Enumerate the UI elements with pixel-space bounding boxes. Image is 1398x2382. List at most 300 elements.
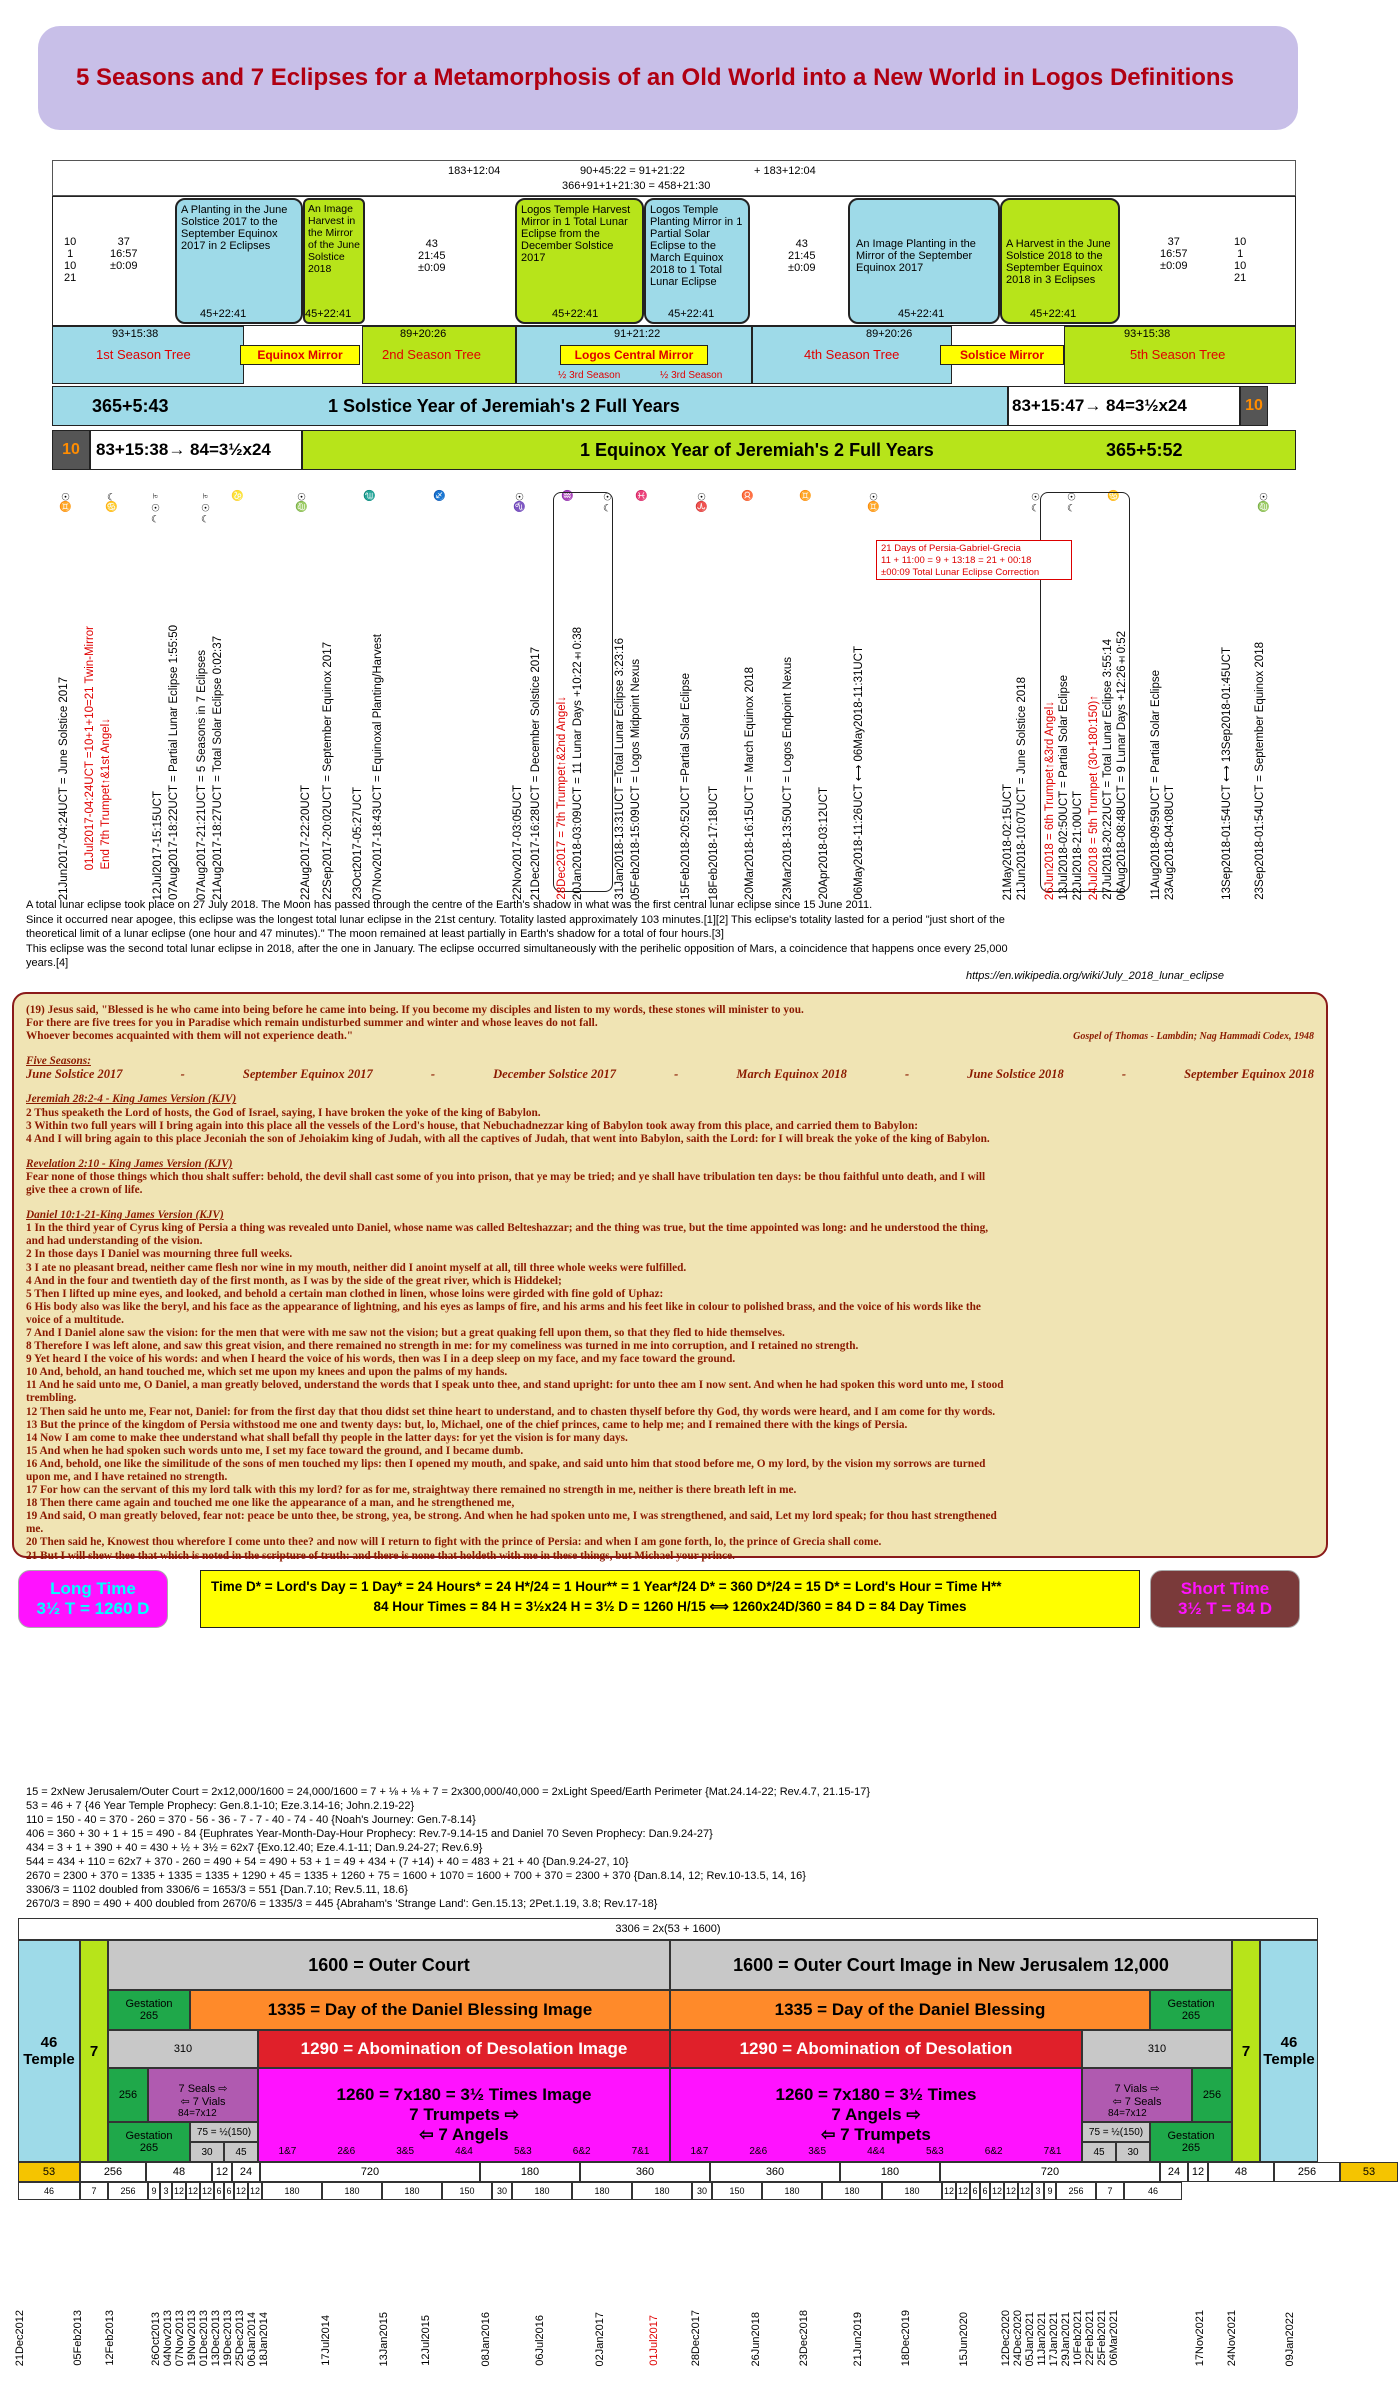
subperiod-cell: 180 — [512, 2182, 572, 2200]
formula-183-b: + 183+12:04 — [754, 165, 816, 177]
eclipse-date: 24Jul2018 = 5th Trumpet (30+180:150)↑ — [1088, 694, 1100, 900]
eclipse-date: 06May2018-11:26UCT ⟷ 06May2018-11:31UCT — [853, 646, 865, 900]
vials-seals-b: 7 Vials ⇨ ⇦ 7 Seals — [1082, 2068, 1192, 2122]
subperiod-cell: 3 — [1032, 2182, 1044, 2200]
eclipse-date: End 7th Trumpet↑&1st Angel↓ — [100, 718, 112, 870]
eclipse-date: 20Apr2018-03:12UCT — [818, 787, 830, 900]
revelation-verse: give thee a crown of life. — [26, 1184, 143, 1197]
subperiod-cell: 9 — [148, 2182, 160, 2200]
image-planting-box — [848, 198, 1000, 324]
daniel-heading: Daniel 10:1-21-King James Version (KJV) — [26, 1209, 224, 1222]
sequence-pair: 1&7 — [278, 2146, 297, 2157]
zodiac-glyph-icon: ♈☉ — [696, 490, 707, 514]
season-2-label: 2nd Season Tree — [382, 347, 482, 362]
axis-date: 19Dec2013 — [222, 2309, 234, 2366]
eclipse-date: 13Sep2018-01:54UCT ⟷ 13Sep2018-01:45UCT — [1221, 647, 1233, 900]
gestation-d: Gestation 265 — [1150, 2122, 1232, 2162]
daniel-verses — [26, 1222, 1314, 1562]
x84-a: 84=7x12 — [178, 2108, 217, 2119]
period-cell: 48 — [146, 2162, 212, 2182]
axis-date: 19Nov2013 — [186, 2309, 198, 2366]
subperiod-cell: 150 — [442, 2182, 492, 2200]
zodiac-glyph-icon: ☽☉ — [602, 490, 613, 512]
axis-date: 26Jun2018 — [750, 2311, 762, 2366]
abomination-image: 1290 = Abomination of Desolation Image — [258, 2030, 670, 2068]
subperiod-cell: 180 — [822, 2182, 882, 2200]
trumpets: 1260 = 7x180 = 3½ Times 7 Angels ⇨ ⇦ 7 Trumpets — [670, 2068, 1082, 2162]
right-num-b: 10 1 10 21 — [1234, 236, 1247, 284]
daniel-verse: 11 And he said unto me, O Daniel, a man greatly beloved, understand the words that I speak unto thee, and stand upright: for unto thee am I now sent. And when he had spoken this word unto me, I stood — [26, 1379, 1004, 1392]
logos-planting-text: Logos Temple Planting Mirror in 1 Partial Solar Eclipse to the March Equinox 2018 to 1 Total Lunar Eclipse — [650, 204, 743, 288]
five-seasons-list — [26, 1068, 1314, 1081]
eclipse-date: 23Mar2018-13:50UCT = Logos Endpoint Nexus — [782, 656, 794, 900]
period-cell: 180 — [480, 2162, 580, 2182]
subperiod-cell: 12 — [990, 2182, 1004, 2200]
eclipse-date: 01Jul2017-04:24UCT =10+1+10=21 Twin-Mirror — [84, 625, 96, 870]
daniel-verse: 10 And, behold, an hand touched me, which set me upon my knees and upon the palms of my hands. — [26, 1366, 508, 1379]
season-item: June Solstice 2017 — [26, 1067, 123, 1082]
info-line: theoretical limit of a lunar eclipse (one hour and 47 minutes)." The moon remained at least partially in Earth's shadow for a total of four hours.[3] — [26, 928, 724, 940]
seven-right: 7 — [1232, 1940, 1260, 2162]
axis-date: 25Dec2013 — [234, 2309, 246, 2366]
jeremiah-verse: 4 And I will bring again to this place Jeconiah the son of Jehoiakim king of Judah, with all the captives of Judah, that went into Babylon, saith the Lord: for I will break the yoke of the king of Babylon. — [26, 1132, 990, 1145]
formula-line: 3306/3 = 1102 doubled from 3306/6 = 1653/3 = 551 {Dan.7.10; Rev.5.11, 18.6} — [26, 1884, 408, 1896]
zodiac-glyph-icon: ♏ — [364, 490, 375, 503]
eclipse-date: 23Oct2017-05:27UCT — [352, 787, 364, 900]
page-title: 5 Seasons and 7 Eclipses for a Metamorphosis of an Old World into a New World in Logos Definitions — [38, 26, 1298, 130]
formula-90: 90+45:22 = 91+21:22 — [580, 165, 685, 177]
daniel-verse: 2 In those days I Daniel was mourning three full weeks. — [26, 1248, 293, 1261]
eclipse-date: 26Jun2018 = 6th Trumpet↑&3rd Angel↓ — [1044, 700, 1056, 900]
harvest-2018-value: 45+22:41 — [1030, 308, 1077, 320]
subperiod-cell: 30 — [692, 2182, 712, 2200]
wiki-info — [26, 898, 1326, 971]
axis-date: 28Dec2017 — [690, 2309, 702, 2366]
half-third-season-b: ½ 3rd Season — [660, 370, 723, 381]
subperiod-cell: 180 — [572, 2182, 632, 2200]
season-item: June Solstice 2018 — [967, 1067, 1064, 1082]
lords-day-box — [200, 1570, 1140, 1628]
season-3-value: 91+21:22 — [614, 328, 661, 340]
zodiac-glyph-icon: ☽☉♃ — [200, 490, 211, 523]
zodiac-glyph-icon: ♌ — [232, 490, 243, 503]
season-sep: - — [674, 1067, 679, 1082]
axis-date: 17Nov2021 — [1194, 2309, 1206, 2366]
solstice-total: 365+5:43 — [92, 396, 169, 416]
sequence-pair: 1&7 — [690, 2146, 709, 2157]
n310-a: 310 — [108, 2030, 258, 2068]
image-planting-text: An Image Planting in the Mirror of the September Equinox 2017 — [856, 238, 976, 274]
solstice-year-label: 1 Solstice Year of Jeremiah's 2 Full Years — [328, 396, 680, 416]
eclipse-date: 20Jan2018-03:09UCT = 11 Lunar Days +10:22±0:38 — [572, 626, 584, 900]
zodiac-glyph-icon: ♍☉ — [296, 490, 307, 514]
thomas-line — [26, 1030, 1314, 1043]
subperiod-cell: 180 — [762, 2182, 822, 2200]
zodiac-glyph-icon: ♊ — [800, 490, 811, 503]
daniel-verse: 12 Then said he unto me, Fear not, Daniel: for from the first day that thou didst set thine heart to understand, and to chasten thyself before thy God, thy words were heard, and I am come for thy words. — [26, 1405, 996, 1418]
zodiac-glyph-icon: ☽☉♃ — [150, 490, 161, 523]
subperiod-cell: 12 — [1004, 2182, 1018, 2200]
subperiod-cell: 46 — [1124, 2182, 1182, 2200]
equinox-mirror: Equinox Mirror — [240, 345, 360, 365]
lords-day-line-2: 84 Hour Times = 84 H = 3½x24 H = 3½ D = 1260 H/15 ⟺ 1260x24D/360 = 84 D = 84 Day Times — [373, 1599, 967, 1614]
axis-date: 11Jan2021 — [1036, 2312, 1048, 2366]
subperiod-cell: 30 — [492, 2182, 512, 2200]
axis-date: 23Dec2018 — [798, 2309, 810, 2366]
formula-list — [26, 1785, 1326, 1911]
equinox-year-label: 1 Equinox Year of Jeremiah's 2 Full Years — [580, 440, 934, 460]
formula-line: 434 = 3 + 1 + 390 + 40 = 430 + ½ + 3½ = 62x7 {Exo.12.40; Eze.4.1-11; Dan.9.24-27; Rev.6.9} — [26, 1842, 483, 1854]
subperiod-cell: 12 — [942, 2182, 956, 2200]
season-item: September Equinox 2018 — [1184, 1067, 1314, 1082]
ten-box-right: 10 — [1240, 386, 1268, 426]
daniel-verse: me. — [26, 1523, 44, 1536]
short-time-box — [1150, 1570, 1300, 1628]
period-cell: 53 — [1340, 2162, 1398, 2182]
daniel-blessing: 1335 = Day of the Daniel Blessing — [670, 1990, 1150, 2030]
period-cell: 360 — [710, 2162, 840, 2182]
planting-value: 45+22:41 — [200, 308, 247, 320]
season-sep: - — [904, 1067, 910, 1082]
sequence-pair: 6&2 — [984, 2146, 1003, 2157]
logos-harvest-text: Logos Temple Harvest Mirror in 1 Total Lunar Eclipse from the December Solstice 2017 — [521, 204, 631, 264]
subperiod-cell: 12 — [186, 2182, 200, 2200]
eclipse-date: 21Jun2017-04:24UCT = June Solstice 2017 — [58, 676, 70, 900]
subperiod-cell: 12 — [200, 2182, 214, 2200]
eclipse-date: 20Mar2018-16:15UCT = March Equinox 2018 — [744, 667, 756, 900]
daniel-verse: voice of a multitude. — [26, 1313, 124, 1326]
sequence-pair: 3&5 — [396, 2146, 415, 2157]
five-seasons-heading: Five Seasons: — [26, 1055, 91, 1068]
season-item: September Equinox 2017 — [242, 1067, 373, 1082]
eclipse-date: 28Dec2017 = 7th Trumpet↑&2nd Angel↓ — [556, 696, 568, 900]
short-time-label: Short Time — [1180, 1579, 1270, 1598]
eclipse-date: 15Feb2018-20:52UCT =Partial Solar Eclipse — [680, 672, 692, 900]
eclipse-date: 06Aug2018-08:48UCT = 9 Lunar Days +12:26±0:52 — [1116, 630, 1128, 900]
harvest-image-text: An Image Harvest in the Mirror of the June Solstice 2018 — [308, 203, 360, 275]
eclipse-date: 11Aug2018-09:59UCT = Partial Solar Eclipse — [1150, 669, 1162, 900]
subperiod-cell: 12 — [956, 2182, 970, 2200]
jeremiah-heading: Jeremiah 28:2-4 - King James Version (KJV) — [26, 1093, 237, 1106]
logos-planting-value: 45+22:41 — [668, 308, 715, 320]
period-cell: 24 — [232, 2162, 260, 2182]
logos-central-mirror: Logos Central Mirror — [560, 345, 708, 365]
gestation-b: Gestation 265 — [1150, 1990, 1232, 2030]
season-2-value: 89+20:26 — [400, 328, 447, 340]
seals-vials-a: 7 Seals ⇨ ⇦ 7 Vials — [148, 2068, 258, 2122]
axis-date: 06Jan2014 — [246, 2311, 258, 2366]
left-num-b: 37 16:57 ±0:09 — [110, 236, 138, 272]
eclipse-date: 07Nov2017-18:43UCT = Equinoxal Planting/Harvest — [372, 633, 384, 900]
right-num-a: 37 16:57 ±0:09 — [1160, 236, 1188, 272]
daniel-verse: 19 And said, O man greatly beloved, fear not: peace be unto thee, be strong, yea, be strong. And when he had spoken unto me, I was strengthened, and said, Let my lord speak; for thou hast strengthened — [26, 1510, 997, 1523]
sequence-pair: 4&4 — [455, 2146, 473, 2157]
v75-b: 75 = ½(150) — [1082, 2122, 1150, 2142]
period-cell: 720 — [940, 2162, 1160, 2182]
subperiod-cell: 180 — [632, 2182, 692, 2200]
axis-date: 21Jun2019 — [852, 2311, 864, 2366]
season-sep: - — [180, 1067, 185, 1082]
info-line: Since it occurred near apogee, this eclipse was the longest total lunar eclipse in the 21st century. Totality lasted approximately 103 minutes.[1][2] This eclipse's totality lasted for a period "just short of the — [26, 913, 1005, 926]
subperiod-cell: 46 — [18, 2182, 80, 2200]
zodiac-glyph-icon: ♒ — [562, 490, 573, 503]
subperiod-cell: 150 — [712, 2182, 762, 2200]
period-cell: 180 — [840, 2162, 940, 2182]
table-header: 3306 = 2x(53 + 1600) — [18, 1918, 1318, 1940]
daniel-verse: 14 Now I am come to make thee understand what shall befall thy people in the latter days: for yet the vision is for many days. — [26, 1431, 628, 1444]
persia-box: 21 Days of Persia-Gabriel-Grecia 11 + 11:00 = 9 + 13:18 = 21 + 00:18 ±00:09 Total Lunar Eclipse Correction — [876, 540, 1072, 580]
axis-date: 22Feb2021 — [1084, 2310, 1096, 2366]
n256-a: 256 — [108, 2068, 148, 2122]
planting-text: A Planting in the June Solstice 2017 to the September Equinox 2017 in 2 Eclipses — [181, 204, 288, 252]
logos-harvest-box — [515, 198, 644, 324]
eclipse-date: 18Feb2018-17:18UCT — [708, 785, 720, 900]
subperiod-cell: 12 — [172, 2182, 186, 2200]
gestation-a: Gestation 265 — [108, 1990, 190, 2030]
eclipse-date: 12Jul2017-15:15UCT — [152, 790, 164, 900]
axis-date: 29Jan2021 — [1060, 2311, 1072, 2366]
eclipse-date: 23Sep2018-01:54UCT = September Equinox 2018 — [1254, 642, 1266, 900]
thomas-line-3: Whoever becomes acquainted with them will not experience death." — [26, 1030, 354, 1043]
n45-a: 45 — [224, 2142, 258, 2162]
zodiac-glyph-icon: ♉ — [742, 490, 753, 503]
subperiod-cell: 180 — [262, 2182, 322, 2200]
axis-date: 02Jan2017 — [594, 2311, 606, 2366]
zodiac-glyph-icon: ♑☉ — [514, 490, 525, 514]
info-line: A total lunar eclipse took place on 27 July 2018. The Moon has passed through the centre of the Earth's shadow in what was the first central lunar eclipse since 15 June 2011. — [26, 899, 873, 911]
daniel-blessing-image: 1335 = Day of the Daniel Blessing Image — [190, 1990, 670, 2030]
period-cell: 24 — [1160, 2162, 1188, 2182]
season-4-label: 4th Season Tree — [804, 347, 900, 362]
temple-46-right: 46 Temple — [1260, 1940, 1318, 2162]
axis-date: 18Jan2014 — [258, 2311, 270, 2366]
image-planting-value: 45+22:41 — [898, 308, 945, 320]
season-item: March Equinox 2018 — [736, 1067, 847, 1082]
daniel-verse: 20 Then said he, Knowest thou wherefore I come unto thee? and now will I return to fight with the prince of Persia: and when I am gone forth, lo, the prince of Grecia shall come. — [26, 1536, 882, 1549]
long-time-value: 3½ T = 1260 D — [36, 1599, 150, 1618]
left-num-a: 10 1 10 21 — [64, 236, 77, 284]
harvest-2018-text: A Harvest in the June Solstice 2018 to the September Equinox 2018 in 3 Eclipses — [1006, 238, 1111, 286]
jeremiah-verse: 2 Thus speaketh the Lord of hosts, the God of Israel, saying, I have broken the yoke of the king of Babylon. — [26, 1106, 541, 1119]
center-num-b: 43 21:45 ±0:09 — [788, 238, 816, 274]
jeremiah-verse: 3 Within two full years will I bring again into this place all the vessels of the Lord's house, that Nebuchadnezzar king of Babylon took away from this place, and carried them to Babylon: — [26, 1119, 918, 1132]
axis-date: 24Nov2021 — [1226, 2309, 1238, 2366]
eclipse-date: 21Jun2018-10:07UCT = June Solstice 2018 — [1016, 676, 1028, 900]
zodiac-glyph-icon: ♊☉ — [60, 490, 71, 514]
formula-line: 406 = 360 + 30 + 1 + 15 = 490 - 84 {Euphrates Year-Month-Day-Hour Prophecy: Rev.7-9.14-15 and Daniel 70 Seven Prophecy: Dan.9.24-27} — [26, 1828, 713, 1840]
subperiod-cell: 3 — [160, 2182, 172, 2200]
subperiod-cell: 6 — [980, 2182, 990, 2200]
seven-left: 7 — [80, 1940, 108, 2162]
season-1-label: 1st Season Tree — [96, 347, 191, 362]
long-time-box — [18, 1570, 168, 1628]
sequence-pair: 5&3 — [513, 2146, 532, 2157]
zodiac-glyph-icon: ☽☉ — [1030, 490, 1041, 512]
formula-366: 366+91+1+21:30 = 458+21:30 — [562, 180, 711, 192]
axis-date: 12Dec2020 — [1000, 2309, 1012, 2366]
equinox-total: 365+5:52 — [1106, 440, 1183, 460]
subperiod-cell: 256 — [1056, 2182, 1096, 2200]
sequence-pair: 5&3 — [925, 2146, 944, 2157]
axis-date: 21Dec2012 — [14, 2309, 26, 2366]
axis-date: 05Jan2021 — [1024, 2311, 1036, 2366]
axis-date: 09Jan2022 — [1284, 2311, 1296, 2366]
season-4-value: 89+20:26 — [866, 328, 913, 340]
half-third-season-a: ½ 3rd Season — [558, 370, 621, 381]
eclipse-date: 07Aug2017-18:22UCT = Partial Lunar Eclipse 1:55:50 — [168, 624, 180, 900]
thomas-source: Gospel of Thomas - Lambdin; Nag Hammadi Codex, 1948 — [1073, 1031, 1314, 1043]
axis-date: 25Feb2021 — [1096, 2310, 1108, 2366]
period-cell: 720 — [260, 2162, 480, 2182]
subperiod-cell: 256 — [108, 2182, 148, 2200]
temple-46-left: 46 Temple — [18, 1940, 80, 2162]
eclipse-date: 05Feb2018-15:09UCT = Logos Midpoint Nexus — [630, 658, 642, 900]
formula-line: 2670/3 = 890 = 490 + 400 doubled from 2670/6 = 1335/3 = 445 {Abraham's 'Strange Land': Gen.15.13; 2Pet.1.19, 3.8; Rev.17-18} — [26, 1898, 658, 1910]
subperiod-cell: 12 — [1018, 2182, 1032, 2200]
daniel-verse: trembling. — [26, 1392, 77, 1405]
axis-date: 04Nov2013 — [162, 2309, 174, 2366]
formula-183-a: 183+12:04 — [448, 165, 501, 177]
sequence-pair: 7&1 — [631, 2146, 650, 2157]
daniel-verse: 16 And, behold, one like the similitude of the sons of men touched my lips: then I opened my mouth, and spake, and said unto him that stood before me, O my lord, by the vision my sorrows are turned — [26, 1457, 986, 1470]
n45-b: 45 — [1082, 2142, 1116, 2162]
n30-a: 30 — [190, 2142, 224, 2162]
daniel-verse: 9 Yet heard I the voice of his words: and when I heard the voice of his words, then was I in a deep sleep on my face, and my face toward the ground. — [26, 1353, 736, 1366]
formula-line: 15 = 2xNew Jerusalem/Outer Court = 2x12,000/1600 = 24,000/1600 = 7 + ⅛ + ⅛ + 7 = 2x300,000/40,000 = 2xLight Speed/Earth Perimeter {Mat.24.14-22; Rev.4.7, 21.15-17} — [26, 1786, 871, 1798]
solstice-rem-text: 83+15:47→ 84=3½x24 — [1012, 396, 1187, 415]
zodiac-glyph-icon: ♓ — [636, 490, 647, 503]
eclipse-date: 21May2018-02:15UCT — [1002, 783, 1014, 900]
period-cell: 12 — [1188, 2162, 1208, 2182]
abomination: 1290 = Abomination of Desolation — [670, 2030, 1082, 2068]
n310-b: 310 — [1082, 2030, 1232, 2068]
x84-b: 84=7x12 — [1108, 2108, 1147, 2119]
eclipse-date: 07Aug2017-21:21UCT = 5 Seasons in 7 Eclipses — [196, 649, 208, 900]
daniel-verse: 8 Therefore I was left alone, and saw this great vision, and there remained no strength in me: for my comeliness was turned in me into corruption, and I retained no strength. — [26, 1340, 859, 1353]
trumpets-image: 1260 = 7x180 = 3½ Times Image 7 Trumpets ⇨ ⇦ 7 Angels — [258, 2068, 670, 2162]
eclipse-date: 21Aug2017-18:27UCT = Total Solar Eclipse 0:02:37 — [212, 636, 224, 900]
axis-date: 06Mar2021 — [1108, 2310, 1120, 2366]
sequence-pair: 3&5 — [808, 2146, 827, 2157]
daniel-verse: 3 I ate no pleasant bread, neither came flesh nor wine in my mouth, neither did I anoint myself at all, till three whole weeks were fulfilled. — [26, 1261, 687, 1274]
season-5-label: 5th Season Tree — [1130, 347, 1226, 362]
subperiod-cell: 6 — [214, 2182, 224, 2200]
daniel-verse: 13 But the prince of the kingdom of Persia withstood me one and twenty days: but, lo, Michael, one of the chief princes, came to help me; and I remained there with the kings of Persia. — [26, 1418, 908, 1431]
daniel-verse: 5 Then I lifted up mine eyes, and looked, and behold a certain man clothed in linen, whose loins were girded with fine gold of Uphaz: — [26, 1287, 664, 1300]
daniel-verse: 17 For how can the servant of this my lord talk with this my lord? for as for me, straightway there remained no strength in me, neither is there breath left in me. — [26, 1484, 797, 1497]
thomas-line: (19) Jesus said, "Blessed is he who came into being before he came into being. If you become my disciples and listen to my words, these stones will minister to you. — [26, 1004, 804, 1016]
sequence-pair: 7&1 — [1043, 2146, 1062, 2157]
axis-date: 07Nov2013 — [174, 2309, 186, 2366]
logos-harvest-value: 45+22:41 — [552, 308, 599, 320]
sequence-pair: 4&4 — [867, 2146, 885, 2157]
info-line: This eclipse was the second total lunar eclipse in 2018, after the one in January. The eclipse occurred simultaneously with the perihelic opposition of Mars, a coincidence that happens once every 25,000 — [26, 942, 1008, 955]
axis-date: 10Feb2021 — [1072, 2310, 1084, 2366]
period-cell: 256 — [80, 2162, 146, 2182]
v75-a: 75 = ½(150) — [190, 2122, 258, 2142]
daniel-verse: 6 His body also was like the beryl, and his face as the appearance of lightning, and his eyes as lamps of fire, and his arms and his feet like in colour to polished brass, and the voice of his words like the — [26, 1300, 981, 1313]
eclipse-date: 22Jul2018-21:00UCT — [1072, 790, 1084, 900]
period-cell: 360 — [580, 2162, 710, 2182]
axis-date: 24Dec2020 — [1012, 2309, 1024, 2366]
zodiac-glyph-icon: ☽☉ — [1066, 490, 1077, 512]
subperiod-cell: 180 — [882, 2182, 942, 2200]
harvest-2018-box — [1000, 198, 1120, 324]
solstice-mirror: Solstice Mirror — [940, 345, 1064, 365]
axis-date: 01Jul2017 — [648, 2315, 660, 2366]
eclipse-date: 23Aug2018-04:08UCT — [1164, 784, 1176, 900]
axis-date: 13Dec2013 — [210, 2309, 222, 2366]
lords-day-line-1: Time D* = Lord's Day = 1 Day* = 24 Hours* = 24 H*/24 = 1 Hour** = 1 Year*/24 D* = 360 D*/24 = 15 D* = Lord's Hour = Time H** — [211, 1579, 1002, 1594]
info-line: years.[4] — [26, 957, 69, 969]
axis-date: 05Feb2013 — [72, 2310, 84, 2366]
period-cell: 48 — [1208, 2162, 1274, 2182]
daniel-verse: 4 And in the four and twentieth day of the first month, as I was by the side of the great river, which is Hiddekel; — [26, 1274, 562, 1287]
axis-date: 13Jan2015 — [378, 2311, 390, 2366]
formula-line: 53 = 46 + 7 {46 Year Temple Prophecy: Gen.8.1-10; Eze.3.14-16; John.2.19-22} — [26, 1800, 415, 1812]
axis-date: 12Jul2015 — [420, 2315, 432, 2366]
revelation-heading: Revelation 2:10 - King James Version (KJV) — [26, 1157, 233, 1170]
daniel-verse: 21 But I will shew thee that which is noted in the scripture of truth: and there is none that holdeth with me in these things, but Michael your prince. — [26, 1549, 735, 1562]
subperiod-cell: 7 — [80, 2182, 108, 2200]
center-num-a: 43 21:45 ±0:09 — [418, 238, 446, 274]
zodiac-glyph-icon: ♊☉ — [868, 490, 879, 514]
axis-date: 15Jun2020 — [958, 2311, 970, 2366]
axis-date: 18Dec2019 — [900, 2309, 912, 2366]
revelation-verse: Fear none of those things which thou shalt suffer: behold, the devil shall cast some of you into prison, that ye may be tried; and ye shall have tribulation ten days: be thou faithful unto death, and I will — [26, 1170, 986, 1183]
season-item: December Solstice 2017 — [493, 1067, 617, 1082]
harvest-image-box — [303, 198, 365, 324]
eclipse-date: 22Sep2017-20:02UCT = September Equinox 2017 — [322, 642, 334, 900]
n256-b: 256 — [1192, 2068, 1232, 2122]
eclipse-date: 31Jan2018-13:31UCT =Total Lunar Eclipse 3:23:16 — [614, 638, 626, 900]
daniel-verse: 7 And I Daniel alone saw the vision: for the men that were with me saw not the vision; but a great quaking fell upon them, so that they fled to hide themselves. — [26, 1326, 785, 1339]
gestation-c: Gestation 265 — [108, 2122, 190, 2162]
wiki-link[interactable]: https://en.wikipedia.org/wiki/July_2018_lunar_eclipse — [966, 970, 1225, 982]
subperiod-cell: 9 — [1044, 2182, 1056, 2200]
season-5-value: 93+15:38 — [1124, 328, 1171, 340]
axis-date: 06Jul2016 — [534, 2315, 546, 2366]
formula-line: 110 = 150 - 40 = 370 - 260 = 370 - 56 - 36 - 7 - 7 - 40 - 74 - 40 {Noah's Journey: Gen.7-8.14} — [26, 1814, 476, 1826]
long-time-label: Long Time — [50, 1579, 136, 1598]
season-sep: - — [430, 1067, 436, 1082]
subperiod-cell: 180 — [382, 2182, 442, 2200]
equinox-rem-text: 83+15:38→ 84=3½x24 — [96, 440, 271, 459]
daniel-verse: 1 In the third year of Cyrus king of Persia a thing was revealed unto Daniel, whose name was called Belteshazzar; and the thing was true, but the time appointed was long: and he understood the thing, — [26, 1222, 989, 1235]
subperiod-cell: 7 — [1096, 2182, 1124, 2200]
subperiod-cell: 12 — [234, 2182, 248, 2200]
outer-court-b: 1600 = Outer Court Image in New Jerusalem 12,000 — [670, 1940, 1232, 1990]
subperiod-cell: 12 — [248, 2182, 262, 2200]
axis-date: 26Oct2013 — [150, 2312, 162, 2366]
sequence-pair: 6&2 — [572, 2146, 591, 2157]
thomas-line: For there are five trees for you in Paradise which remain undisturbed summer and winter and whose leaves do not fall. — [26, 1017, 598, 1030]
period-cell: 256 — [1274, 2162, 1340, 2182]
daniel-verse: upon me, and I have retained no strength. — [26, 1471, 228, 1483]
zodiac-glyph-icon: ♐ — [434, 490, 445, 503]
period-cell: 53 — [18, 2162, 80, 2182]
eclipse-date: 27Jul2018-20:22UCT = Total Lunar Eclipse 3:55:14 — [1102, 639, 1114, 900]
eclipse-date: 22Aug2017-22:20UCT — [300, 784, 312, 900]
formula-line: 2670 = 2300 + 370 = 1335 + 1335 = 1335 + 1290 + 45 = 1335 + 1260 + 75 = 1600 + 1070 = 1600 + 700 + 370 = 2300 + 370 {Dan.8.14, 12; Rev.10-13.5, 14, 16} — [26, 1870, 806, 1882]
subperiod-cell: 6 — [224, 2182, 234, 2200]
outer-court-a: 1600 = Outer Court — [108, 1940, 670, 1990]
subperiod-cell: 6 — [970, 2182, 980, 2200]
eclipse-date: 13Jul2018-02:50UCT = Partial Solar Eclipse — [1058, 674, 1070, 900]
harvest-image-value: 45+22:41 — [305, 308, 352, 320]
sequence-pair: 2&6 — [337, 2146, 356, 2157]
season-1-value: 93+15:38 — [112, 328, 159, 340]
